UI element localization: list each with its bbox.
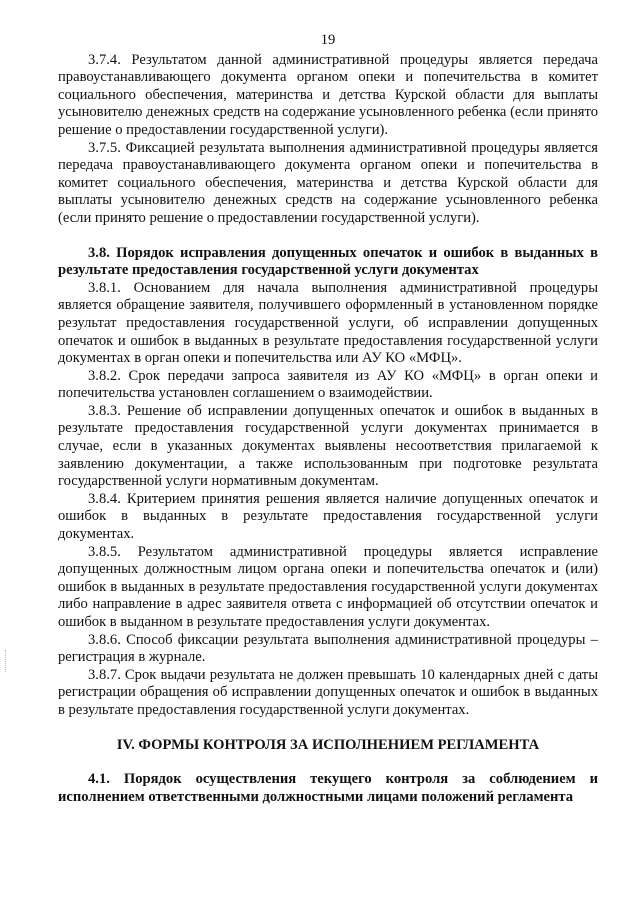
chapter-heading: IV. ФОРМЫ КОНТРОЛЯ ЗА ИСПОЛНЕНИЕМ РЕГЛАМЕНТА xyxy=(116,736,540,753)
paragraph: 3.7.5. Фиксацией результата выполнения административной процедуры является передача правоустанавливающего документа органом опеки и попечительства в комитет социального обеспечения, материнства и детства Курской области для выплаты усыновителю денежных средств на содержание усыновленного ребенка (если принято решение о предоставлении государственной услуги). xyxy=(58,139,598,226)
spacer xyxy=(58,720,598,737)
document-page xyxy=(58,32,598,806)
paragraph: 3.7.4. Результатом данной административной процедуры является передача правоустанавливающего документа органом опеки и попечительства в комитет социального обеспечения, материнства и детства Курской области для выплаты усыновителю денежных средств на содержание усыновленного ребенка (если принято решение о предоставлении государственной услуги). xyxy=(58,51,598,138)
spacer xyxy=(58,228,598,245)
section-heading: 4.1. Порядок осуществления текущего контроля за соблюдением и исполнением ответственными должностными лицами положений регламента xyxy=(58,771,598,805)
paragraph: 3.8.4. Критерием принятия решения является наличие допущенных опечаток и ошибок в выданных в результате предоставления государственной услуги документах. xyxy=(58,490,598,543)
paragraph: 3.8.6. Способ фиксации результата выполнения административной процедуры – регистрация в журнале. xyxy=(58,631,598,666)
section-heading: 3.8. Порядок исправления допущенных опечаток и ошибок в выданных в результате предоставления государственной услуги документах xyxy=(58,244,598,279)
spacer xyxy=(58,754,598,771)
page-number: 19 xyxy=(320,32,336,48)
paragraph: 3.8.2. Срок передачи запроса заявителя из АУ КО «МФЦ» в орган опеки и попечительства установлен соглашением о взаимодействии. xyxy=(58,367,598,402)
document-body xyxy=(58,52,598,807)
paragraph: 3.8.5. Результатом административной процедуры является исправление допущенных должностным лицом органа опеки и попечительства опечаток и (или) ошибок в выданных в результате предоставления государственной услуги документах либо направление в адрес заявителя ответа с информацией об отсутствии опечаток и ошибок в выданном в результате предоставления услуги документах. xyxy=(58,543,598,630)
paragraph: 3.8.1. Основанием для начала выполнения административной процедуры является обращение заявителя, получившего оформленный в установленном порядке результат предоставления государственной услуги, об исправлении допущенных опечаток и ошибок в выданных в результате предоставления государственной услуги документах в орган опеки и попечительства или АУ КО «МФЦ». xyxy=(58,279,598,367)
margin-mark xyxy=(5,650,8,672)
paragraph: 3.8.7. Срок выдачи результата не должен превышать 10 календарных дней с даты регистрации обращения об исправлении допущенных опечаток и ошибок в выданных в результате предоставления государственной услуги документах. xyxy=(58,666,598,718)
paragraph: 3.8.3. Решение об исправлении допущенных опечаток и ошибок в выданных в результате предоставления государственной услуги документах принимается в случае, если в указанных документах выявлены несоответствия прилагаемой к заявлению документации, а также использованным при подготовке результата государственной услуги нормативным документам. xyxy=(58,402,598,490)
